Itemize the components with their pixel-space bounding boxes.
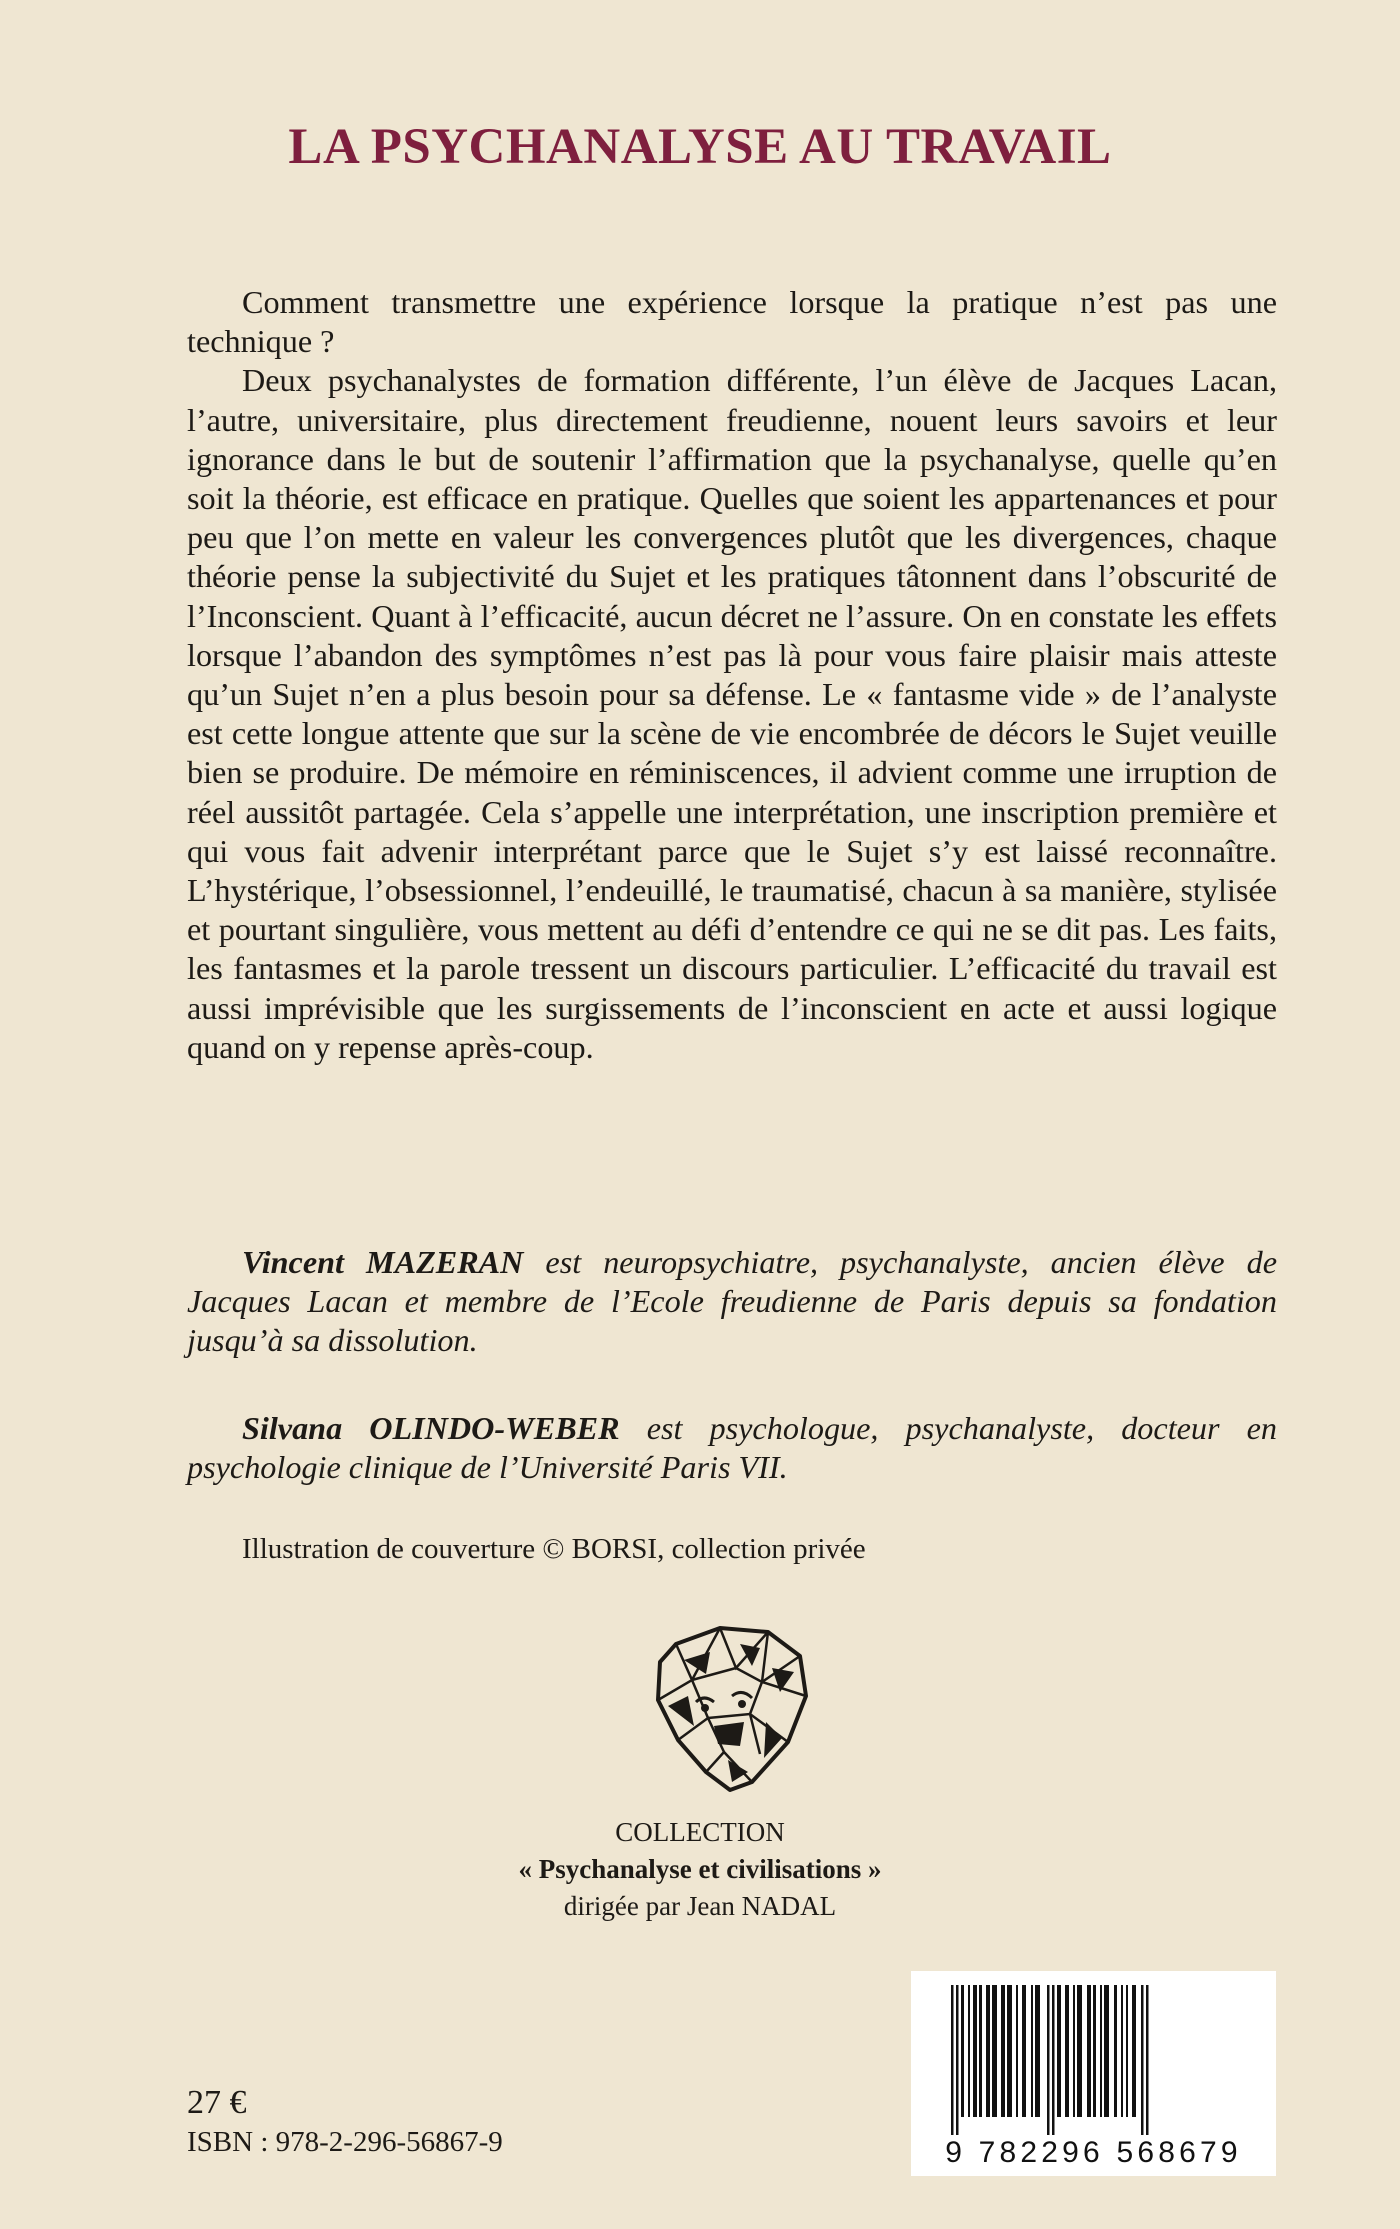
barcode-bar bbox=[956, 1985, 959, 2135]
barcode-bar bbox=[1146, 1985, 1149, 2135]
author-name: Silvana OLINDO-WEBER bbox=[242, 1410, 620, 1446]
barcode-bar bbox=[968, 1985, 970, 2117]
barcode-bar bbox=[1057, 1985, 1061, 2117]
barcode-bar bbox=[1121, 1985, 1123, 2117]
barcode-bar bbox=[1022, 1985, 1026, 2117]
barcode-bar bbox=[1114, 1985, 1117, 2117]
collection-label: COLLECTION bbox=[615, 1817, 785, 1847]
barcode-bar bbox=[1087, 1985, 1091, 2117]
blurb-paragraph-1: Comment transmettre une expérience lorsque la pratique n’est pas une technique ? bbox=[187, 284, 1277, 360]
barcode-digits: 9 782296 568679 bbox=[945, 2136, 1242, 2169]
barcode-bar bbox=[1104, 1985, 1109, 2117]
barcode-bar bbox=[961, 1985, 964, 2117]
barcode-bar bbox=[1141, 1985, 1144, 2135]
barcode-bar bbox=[1132, 1985, 1136, 2117]
book-title: LA PSYCHANALYSE AU TRAVAIL bbox=[288, 119, 1112, 175]
barcode-bar bbox=[986, 1985, 990, 2117]
collection-director: dirigée par Jean NADAL bbox=[563, 1891, 837, 1921]
author-bio-text: est neuropsychiatre, psychanalyste, ancien élève de Jacques Lacan et membre de l’Ecole freudienne de Paris depuis sa fondation jusqu’à sa dissolution. bbox=[187, 1244, 1277, 1359]
barcode-bar bbox=[1073, 1985, 1075, 2117]
back-cover-blurb bbox=[187, 283, 1277, 1067]
collection-name: « Psychanalyse et civilisations » bbox=[518, 1854, 882, 1884]
barcode-bar bbox=[992, 1985, 997, 2117]
publisher-logo-icon bbox=[648, 1622, 812, 1794]
barcode-bar bbox=[1126, 1985, 1128, 2117]
barcode-bar bbox=[1100, 1985, 1102, 2117]
author-bio-2 bbox=[187, 1409, 1277, 1487]
blurb-paragraph-2: Deux psychanalystes de formation différente, l’un élève de Jacques Lacan, l’autre, universitaire, plus directement freudienne, nouent leurs savoirs et leur ignorance dans le but de soutenir l’affirmation que la psychanalyse, quelle qu’en soit la théorie, est efficace en pratique. Quelles que soient les appartenances et pour peu que l’on mette en valeur les convergences plutôt que les divergences, chaque théorie pense la subjectivité du Sujet et les pratiques tâtonnent dans l’obscurité de l’Inconscient. Quant à l’efficacité, aucun décret ne l’assure. On en constate les effets lorsque l’abandon des symptômes n’est pas là pour vous faire plaisir mais atteste qu’un Sujet n’en a plus besoin pour sa défense. Le « fantasme vide » de l’analyste est cette longue attente que sur la scène de vie encombrée de décors le Sujet veuille bien se produire. De mémoire en réminiscences, il advient comme une irruption de réel aussitôt partagée. Cela s’appelle une interprétation, une inscription première et qui vous fait advenir interprétant parce que le Sujet s’y est laissé reconnaître. L’hystérique, l’obsessionnel, l’endeuillé, le traumatisé, chacun à sa manière, stylisée et pourtant singulière, vous mettent au défi d’entendre ce qui ne se dit pas. Les faits, les fantasmes et la parole tressent un discours particulier. L’efficacité du travail est aussi imprévisible que les surgissements de l’inconscient en acte et aussi logique quand on y repense après-coup. bbox=[187, 362, 1277, 1065]
barcode-bar bbox=[1035, 1985, 1040, 2117]
barcode-bar bbox=[951, 1985, 954, 2135]
price: 27 € bbox=[187, 2084, 247, 2121]
barcode-bar bbox=[979, 1985, 982, 2117]
isbn: ISBN : 978-2-296-56867-9 bbox=[187, 2126, 503, 2158]
barcode-bar bbox=[1093, 1985, 1096, 2117]
barcode-bar bbox=[1031, 1985, 1033, 2117]
author-name: Vincent MAZERAN bbox=[242, 1244, 524, 1280]
illustration-credit: Illustration de couverture © BORSI, collection privée bbox=[242, 1533, 866, 1565]
barcode-bars bbox=[911, 1971, 1276, 2141]
barcode-bar bbox=[1077, 1985, 1082, 2117]
barcode-bar bbox=[973, 1985, 977, 2117]
author-bio-text: est psychologue, psychanalyste, docteur en psychologie clinique de l’Université Paris VII. bbox=[187, 1410, 1277, 1486]
author-bio-1 bbox=[187, 1243, 1277, 1361]
barcode-bar bbox=[1052, 1985, 1055, 2135]
collection-info bbox=[0, 1814, 1400, 1925]
barcode-bar bbox=[1065, 1985, 1069, 2117]
barcode-bar bbox=[1047, 1985, 1050, 2135]
barcode-bar bbox=[1016, 1985, 1018, 2117]
barcode-bar bbox=[1007, 1985, 1012, 2117]
barcode-bar bbox=[1001, 1985, 1005, 2117]
barcode bbox=[911, 1971, 1276, 2176]
